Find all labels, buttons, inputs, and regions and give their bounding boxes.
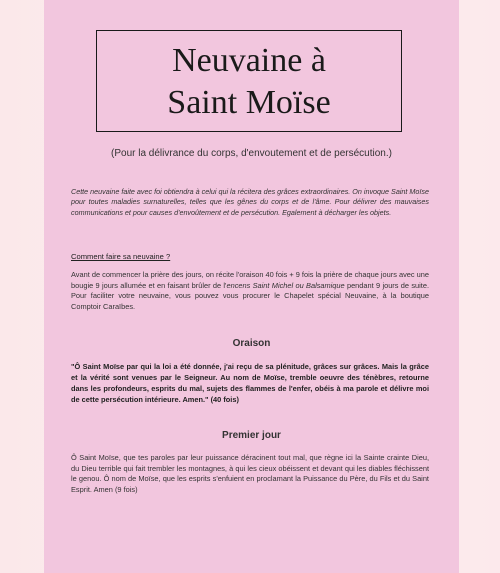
title-line-2: Saint Moïse — [167, 84, 331, 121]
title-box — [96, 30, 402, 132]
incense-name: encens Saint Michel ou Balsamique — [226, 280, 345, 290]
premier-jour-heading: Premier jour — [222, 430, 281, 441]
intro-paragraph: Cette neuvaine faite avec foi obtiendra à celui qui la récitera des grâces extraordinaires. On invoque Saint Moïse pour toutes maladies surnaturelles, telles que les gênes du corps et de l'âme. Pour délivrer des mauvaises communications et pour causes d'envoûtement et de persécution. Egalement à décharger les objets. — [71, 187, 429, 217]
howto-text-part1: Avant de commencer la prière des jours, on récite l'oraison 40 fois + 9 fois la prière de chaque jours avec une bougie 9 jours allumée et en faisant brûler de l' — [71, 270, 429, 290]
howto-heading: Comment faire sa neuvaine ? — [71, 252, 171, 261]
subtitle: (Pour la délivrance du corps, d'envoutement et de persécution.) — [111, 148, 392, 159]
document-sheet — [44, 0, 459, 573]
oraison-text: "Ô Saint Moïse par qui la loi a été donnée, j'ai reçu de sa plénitude, grâces sur grâces. Mais la grâce et la vérité sont venues par le Seigneur. Au nom de Moïse, tremble oeuvre des ténèbres, retourne dans les profondeurs, esprits du mal, sujets des flammes de l'enfer, obéis à ma parole et délivre moi de cette persécution intérieure. Amen." (40 fois) — [71, 362, 429, 404]
title-line-1: Neuvaine à — [172, 42, 326, 79]
oraison-heading: Oraison — [232, 338, 271, 349]
premier-jour-text: Ô Saint Moïse, que tes paroles par leur puissance déracinent tout mal, que règne ici la Sainte crainte Dieu, du Dieu terrible qui fait trembler les montagnes, à qui les cieux obéissent et devant qui les diables fléchissent le genou. Ô nom de Moïse, que les esprits s'enfuient en proclamant la Puissance du Père, du Fils et du Saint Esprit. Amen (9 fois) — [71, 453, 429, 494]
howto-paragraph — [71, 270, 429, 312]
howto-text-part2: pendant 9 jours de suite. Pour faciliter votre neuvaine, vous pouvez vous procurer le Chapelet spécial Neuvaine, à la boutique Comptoir Caraïbes. — [71, 280, 429, 311]
